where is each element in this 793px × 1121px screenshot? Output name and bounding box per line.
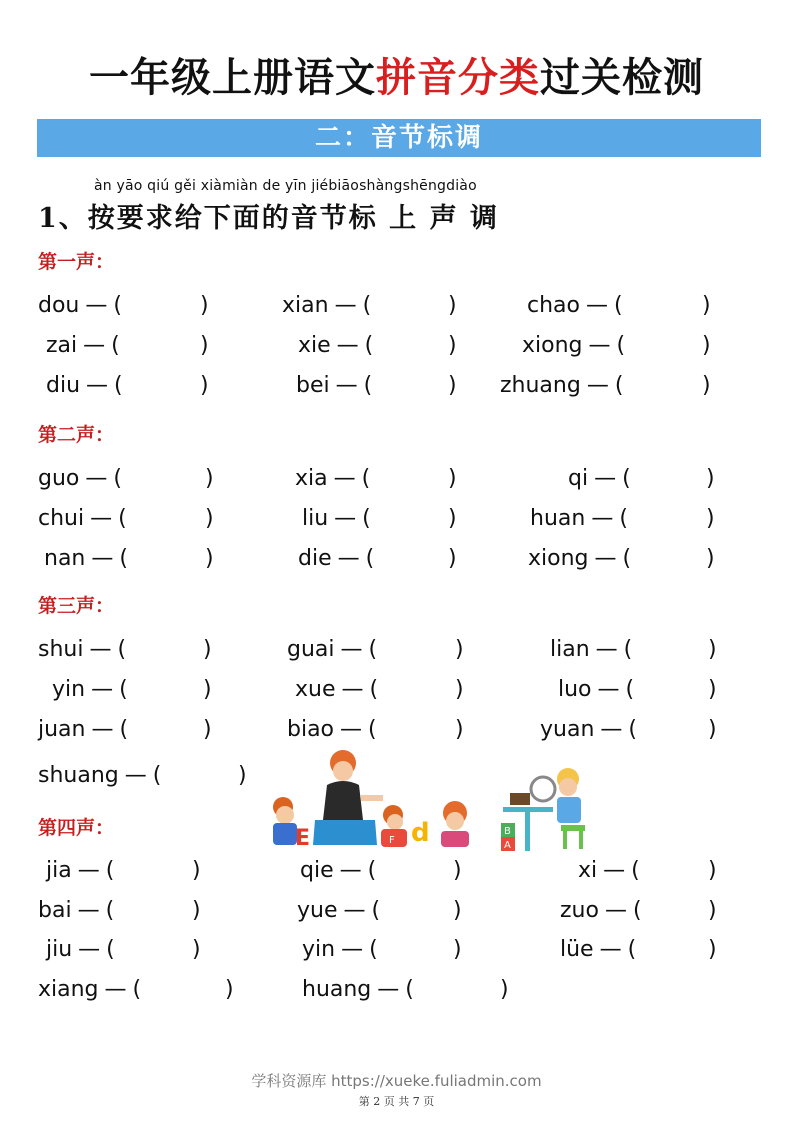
answer-paren-close: ) xyxy=(706,506,715,531)
pinyin-item xyxy=(540,716,637,744)
pinyin-syllable: lüe xyxy=(560,937,594,962)
answer-paren-open: ( xyxy=(114,373,123,398)
pinyin-item xyxy=(530,505,628,533)
dash: — xyxy=(85,466,108,491)
pinyin-syllable: jiu xyxy=(46,937,73,962)
answer-paren-open: ( xyxy=(106,937,115,962)
dash: — xyxy=(339,858,362,883)
answer-paren-open: ( xyxy=(364,333,374,358)
answer-paren-close: ) xyxy=(192,937,201,962)
answer-paren-open: ( xyxy=(368,637,378,662)
answer-paren-close: ) xyxy=(205,466,214,491)
answer-paren-close: ) xyxy=(708,858,717,883)
dash: — xyxy=(124,763,147,788)
teacher-and-children-illustration xyxy=(265,745,605,860)
dash: — xyxy=(591,506,614,531)
answer-paren-open: ( xyxy=(623,637,633,662)
answer-paren-close: ) xyxy=(448,506,457,531)
dash: — xyxy=(588,333,611,358)
tone-heading-4: 第四声： xyxy=(38,817,115,839)
pinyin-item xyxy=(44,545,128,573)
pinyin-syllable: xiong xyxy=(528,546,589,571)
answer-paren-close: ) xyxy=(453,898,462,923)
pinyin-syllable: yue xyxy=(297,898,338,923)
pinyin-item xyxy=(560,897,642,925)
dash: — xyxy=(86,373,109,398)
answer-paren-open: ( xyxy=(616,333,626,358)
dash: — xyxy=(83,333,106,358)
answer-paren-open: ( xyxy=(613,293,623,318)
footer-site: 学科资源库 https://xueke.fuliadmin.com xyxy=(251,1072,542,1090)
answer-paren-open: ( xyxy=(405,977,414,1002)
pinyin-syllable: shuang xyxy=(38,763,119,788)
answer-paren-open: ( xyxy=(117,637,127,662)
answer-paren-open: ( xyxy=(118,506,127,531)
pinyin-syllable: luo xyxy=(558,677,592,702)
pinyin-syllable: shui xyxy=(38,637,84,662)
answer-paren-close: ) xyxy=(708,898,717,923)
answer-paren-close: ) xyxy=(238,763,247,788)
answer-paren-open: ( xyxy=(113,293,122,318)
answer-paren-close: ) xyxy=(200,333,209,358)
answer-paren-open: ( xyxy=(367,858,377,883)
pinyin-item xyxy=(527,292,623,320)
answer-paren-close: ) xyxy=(708,677,717,702)
pinyin-item xyxy=(38,636,126,664)
dash: — xyxy=(594,466,617,491)
title-part-2: 拼音分类 xyxy=(376,54,540,101)
pinyin-syllable: xiong xyxy=(522,333,583,358)
answer-paren-close: ) xyxy=(702,373,711,398)
dash: — xyxy=(343,898,366,923)
answer-paren-open: ( xyxy=(105,858,115,883)
answer-paren-close: ) xyxy=(448,293,457,318)
pinyin-item xyxy=(298,332,373,360)
answer-paren-close: ) xyxy=(500,977,509,1002)
pinyin-syllable: chui xyxy=(38,506,85,531)
answer-paren-open: ( xyxy=(132,977,142,1002)
answer-paren-close: ) xyxy=(455,717,464,742)
pinyin-item xyxy=(302,505,371,533)
dash: — xyxy=(585,293,608,318)
answer-paren-open: ( xyxy=(368,717,377,742)
pinyin-syllable: chao xyxy=(527,293,580,318)
pinyin-syllable: yin xyxy=(302,937,336,962)
answer-paren-open: ( xyxy=(369,677,379,702)
pinyin-syllable: xian xyxy=(282,293,329,318)
answer-paren-close: ) xyxy=(203,637,212,662)
dash: — xyxy=(78,937,101,962)
answer-paren-open: ( xyxy=(111,333,120,358)
pinyin-item xyxy=(295,465,370,493)
answer-paren-close: ) xyxy=(702,293,711,318)
dash: — xyxy=(336,333,359,358)
dash: — xyxy=(603,858,626,883)
pinyin-item xyxy=(302,936,378,964)
dash: — xyxy=(334,293,357,318)
answer-paren-open: ( xyxy=(119,717,129,742)
pinyin-item xyxy=(287,716,377,744)
answer-paren-close: ) xyxy=(205,546,214,571)
dash: — xyxy=(340,717,363,742)
answer-paren-close: ) xyxy=(448,333,457,358)
pinyin-item xyxy=(568,465,631,493)
pinyin-item xyxy=(38,292,122,320)
dash: — xyxy=(333,466,356,491)
pinyin-syllable: zuo xyxy=(560,898,599,923)
pinyin-syllable: yuan xyxy=(540,717,595,742)
question-pinyin: àn yāo qiú gěi xiàmiàn de yīn jiébiāoshàngshēngdiào xyxy=(94,178,477,194)
pinyin-syllable: qi xyxy=(568,466,589,491)
dash: — xyxy=(77,898,100,923)
dash: — xyxy=(599,937,622,962)
answer-paren-open: ( xyxy=(631,858,640,883)
dash: — xyxy=(341,937,364,962)
dash: — xyxy=(89,637,112,662)
pinyin-syllable: lian xyxy=(550,637,590,662)
answer-paren-close: ) xyxy=(708,717,717,742)
pinyin-item xyxy=(46,332,120,360)
pinyin-syllable: bei xyxy=(296,373,330,398)
dash: — xyxy=(341,677,364,702)
pinyin-item xyxy=(282,292,371,320)
pinyin-item xyxy=(300,857,376,885)
dash: — xyxy=(586,373,609,398)
tone-heading-3: 第三声： xyxy=(38,595,115,617)
pinyin-syllable: bai xyxy=(38,898,72,923)
answer-paren-open: ( xyxy=(113,466,122,491)
answer-paren-open: ( xyxy=(362,293,372,318)
pinyin-item xyxy=(38,505,127,533)
pinyin-syllable: xia xyxy=(295,466,328,491)
dash: — xyxy=(604,898,627,923)
dash: — xyxy=(91,677,114,702)
tone-heading-2: 第二声： xyxy=(38,424,115,446)
answer-paren-open: ( xyxy=(628,717,637,742)
banner-text: 二：音节标调 xyxy=(314,123,483,153)
answer-paren-close: ) xyxy=(192,898,201,923)
answer-paren-open: ( xyxy=(365,546,375,571)
pinyin-item xyxy=(528,545,631,573)
pinyin-syllable: dou xyxy=(38,293,80,318)
pinyin-syllable: yin xyxy=(52,677,86,702)
pinyin-item xyxy=(296,372,372,400)
page-title xyxy=(0,52,793,104)
answer-paren-close: ) xyxy=(200,373,209,398)
pinyin-syllable: guo xyxy=(38,466,80,491)
dash: — xyxy=(377,977,400,1002)
pinyin-item xyxy=(46,936,115,964)
answer-paren-close: ) xyxy=(455,677,464,702)
question-text: 1、按要求给下面的音节标 上 声 调 xyxy=(38,203,499,234)
answer-paren-close: ) xyxy=(706,546,715,571)
answer-paren-close: ) xyxy=(702,333,711,358)
pinyin-item xyxy=(38,897,114,925)
pinyin-item xyxy=(46,857,114,885)
pinyin-syllable: xie xyxy=(298,333,331,358)
pinyin-item xyxy=(52,676,128,704)
answer-paren-close: ) xyxy=(448,546,457,571)
pinyin-item xyxy=(38,465,122,493)
answer-paren-open: ( xyxy=(614,373,624,398)
answer-paren-open: ( xyxy=(369,937,378,962)
answer-paren-open: ( xyxy=(622,546,632,571)
answer-paren-close: ) xyxy=(453,937,462,962)
answer-paren-open: ( xyxy=(619,506,628,531)
answer-paren-close: ) xyxy=(203,677,212,702)
pinyin-syllable: qie xyxy=(300,858,334,883)
dash: — xyxy=(340,637,363,662)
answer-paren-open: ( xyxy=(119,546,128,571)
pinyin-item xyxy=(302,976,414,1004)
answer-paren-open: ( xyxy=(105,898,115,923)
pinyin-syllable: guai xyxy=(287,637,335,662)
pinyin-syllable: juan xyxy=(38,717,86,742)
answer-paren-close: ) xyxy=(453,858,462,883)
pinyin-item xyxy=(550,636,632,664)
title-part-1: 一年级上册语文 xyxy=(89,54,376,101)
answer-paren-close: ) xyxy=(192,858,201,883)
answer-paren-open: ( xyxy=(632,898,642,923)
answer-paren-close: ) xyxy=(706,466,715,491)
pinyin-syllable: nan xyxy=(44,546,86,571)
answer-paren-open: ( xyxy=(622,466,631,491)
pinyin-syllable: liu xyxy=(302,506,329,531)
dash: — xyxy=(77,858,100,883)
dash: — xyxy=(104,977,127,1002)
answer-paren-open: ( xyxy=(627,937,637,962)
svg-text:F: F xyxy=(389,835,395,846)
pinyin-item xyxy=(295,676,378,704)
pinyin-syllable: huang xyxy=(302,977,372,1002)
dash: — xyxy=(335,373,358,398)
pinyin-item xyxy=(38,716,128,744)
section-banner xyxy=(37,119,761,157)
answer-paren-open: ( xyxy=(362,506,371,531)
answer-paren-close: ) xyxy=(708,937,717,962)
answer-paren-close: ) xyxy=(225,977,234,1002)
pinyin-syllable: xi xyxy=(578,858,598,883)
pinyin-item xyxy=(287,636,377,664)
svg-text:B: B xyxy=(504,826,511,837)
answer-paren-open: ( xyxy=(625,677,635,702)
pinyin-syllable: xue xyxy=(295,677,336,702)
svg-text:d: d xyxy=(411,818,430,848)
dash: — xyxy=(91,546,114,571)
answer-paren-close: ) xyxy=(205,506,214,531)
dash: — xyxy=(85,293,108,318)
pinyin-item xyxy=(500,372,623,400)
dash: — xyxy=(334,506,357,531)
pinyin-item xyxy=(558,676,634,704)
pinyin-syllable: xiang xyxy=(38,977,99,1002)
answer-paren-close: ) xyxy=(708,637,717,662)
pinyin-item xyxy=(298,545,374,573)
pinyin-syllable: zhuang xyxy=(500,373,581,398)
answer-paren-open: ( xyxy=(119,677,128,702)
answer-paren-close: ) xyxy=(455,637,464,662)
pinyin-item xyxy=(297,897,380,925)
tone-heading-1: 第一声： xyxy=(38,251,115,273)
dash: — xyxy=(91,717,114,742)
dash: — xyxy=(595,637,618,662)
pinyin-item xyxy=(560,936,636,964)
answer-paren-open: ( xyxy=(152,763,162,788)
dash: — xyxy=(597,677,620,702)
footer-page-number: 第 2 页 共 7 页 xyxy=(358,1095,435,1108)
title-part-3: 过关检测 xyxy=(540,54,704,101)
pinyin-item xyxy=(522,332,625,360)
svg-text:A: A xyxy=(504,840,511,851)
answer-paren-close: ) xyxy=(448,373,457,398)
dash: — xyxy=(90,506,113,531)
answer-paren-open: ( xyxy=(371,898,381,923)
pinyin-syllable: diu xyxy=(46,373,81,398)
pinyin-syllable: huan xyxy=(530,506,586,531)
dash: — xyxy=(337,546,360,571)
pinyin-syllable: biao xyxy=(287,717,335,742)
pinyin-syllable: die xyxy=(298,546,332,571)
pinyin-item xyxy=(578,857,640,885)
pinyin-item xyxy=(38,976,141,1004)
dash: — xyxy=(594,546,617,571)
pinyin-syllable: jia xyxy=(46,858,72,883)
answer-paren-open: ( xyxy=(361,466,371,491)
answer-paren-close: ) xyxy=(200,293,209,318)
pinyin-syllable: zai xyxy=(46,333,78,358)
pinyin-item xyxy=(38,762,161,790)
answer-paren-close: ) xyxy=(203,717,212,742)
pinyin-item xyxy=(46,372,123,400)
answer-paren-close: ) xyxy=(448,466,457,491)
svg-text:E: E xyxy=(295,826,311,851)
answer-paren-open: ( xyxy=(363,373,373,398)
dash: — xyxy=(600,717,623,742)
